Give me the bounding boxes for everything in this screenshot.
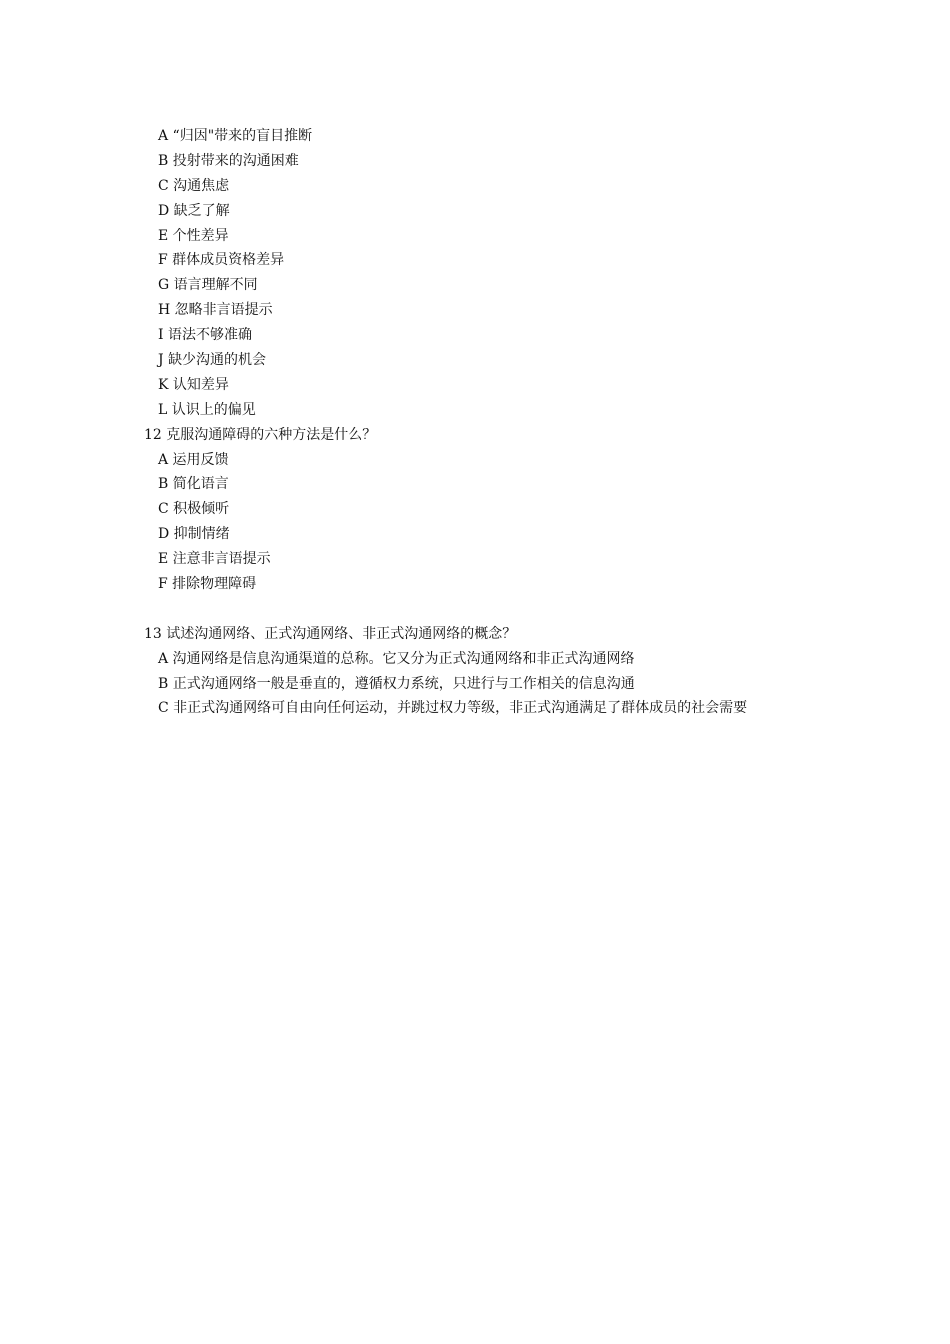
option-line: F 群体成员资格差异 [158,252,285,269]
question-12-title: 12 克服沟通障碍的六种方法是什么？ [144,426,377,443]
option-line: H 忽略非言语提示 [158,302,273,319]
option-line: L 认识上的偏见 [158,401,256,418]
option-line: J 缺少沟通的机会 [158,352,267,369]
option-line: F 排除物理障碍 [158,576,257,593]
option-line: E 注意非言语提示 [158,551,271,568]
option-line: A 运用反馈 [158,451,229,468]
option-line: G 语言理解不同 [158,277,258,294]
option-line: D 抑制情绪 [158,526,230,543]
option-line: C 非正式沟通网络可自由向任何运动，并跳过权力等级，非正式沟通满足了群体成员的社会需要 [158,700,748,717]
option-line: B 简化语言 [158,476,229,493]
option-line: K 认知差异 [158,376,229,393]
option-line: C 沟通焦虑 [158,177,230,194]
option-line: D 缺乏了解 [158,202,230,219]
blank-line [144,597,904,622]
option-line: B 投射带来的沟通困难 [158,152,299,169]
option-line: C 积极倾听 [158,501,230,518]
question-13-title: 13 试述沟通网络、正式沟通网络、非正式沟通网络的概念？ [144,625,517,642]
option-line: A 沟通网络是信息沟通渠道的总称。它又分为正式沟通网络和非正式沟通网络 [158,650,635,667]
option-line: E 个性差异 [158,227,229,244]
document-body [144,124,904,721]
option-line: A “归因"带来的盲目推断 [158,128,313,144]
option-line: B 正式沟通网络一般是垂直的，遵循权力系统，只进行与工作相关的信息沟通 [158,675,635,692]
option-line: I 语法不够准确 [158,327,252,344]
